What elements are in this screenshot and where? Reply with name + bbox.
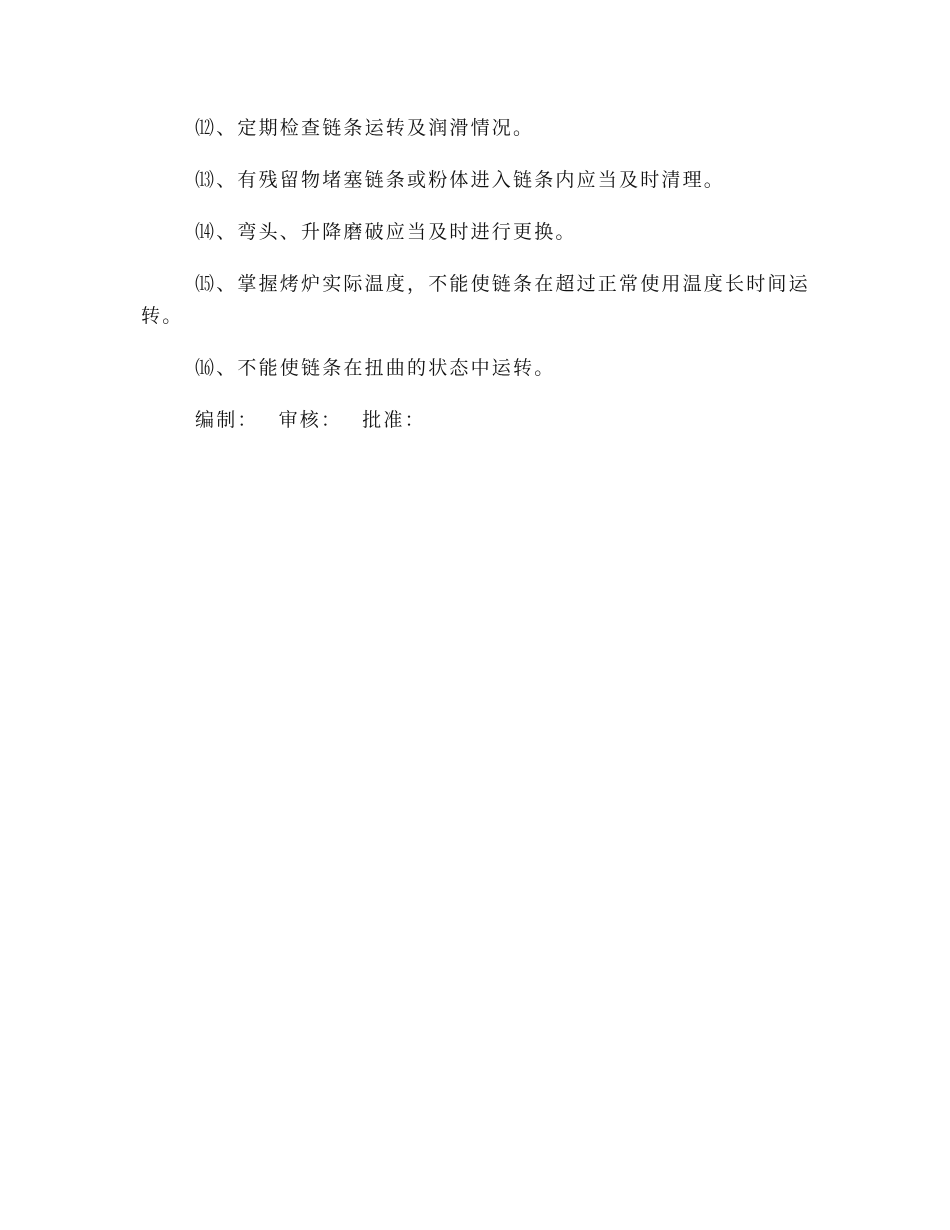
list-item-13: ⒀、有残留物堵塞链条或粉体进入链条内应当及时清理。 xyxy=(195,169,726,191)
signoff-line xyxy=(141,404,811,436)
compiled-by-label: 编制： xyxy=(195,409,259,431)
document-body xyxy=(141,112,811,436)
list-item-12: ⑿、定期检查链条运转及润滑情况。 xyxy=(195,117,535,139)
approved-by-label: 批准： xyxy=(362,409,426,431)
list-item-15: ⒂、掌握烤炉实际温度，不能使链条在超过正常使用温度长时间运转。 xyxy=(141,273,810,327)
list-item-14: ⒁、弯头、升降磨破应当及时进行更换。 xyxy=(195,221,577,243)
list-item-16: ⒃、不能使链条在扭曲的状态中运转。 xyxy=(195,357,556,379)
reviewed-by-label: 审核： xyxy=(278,409,343,431)
